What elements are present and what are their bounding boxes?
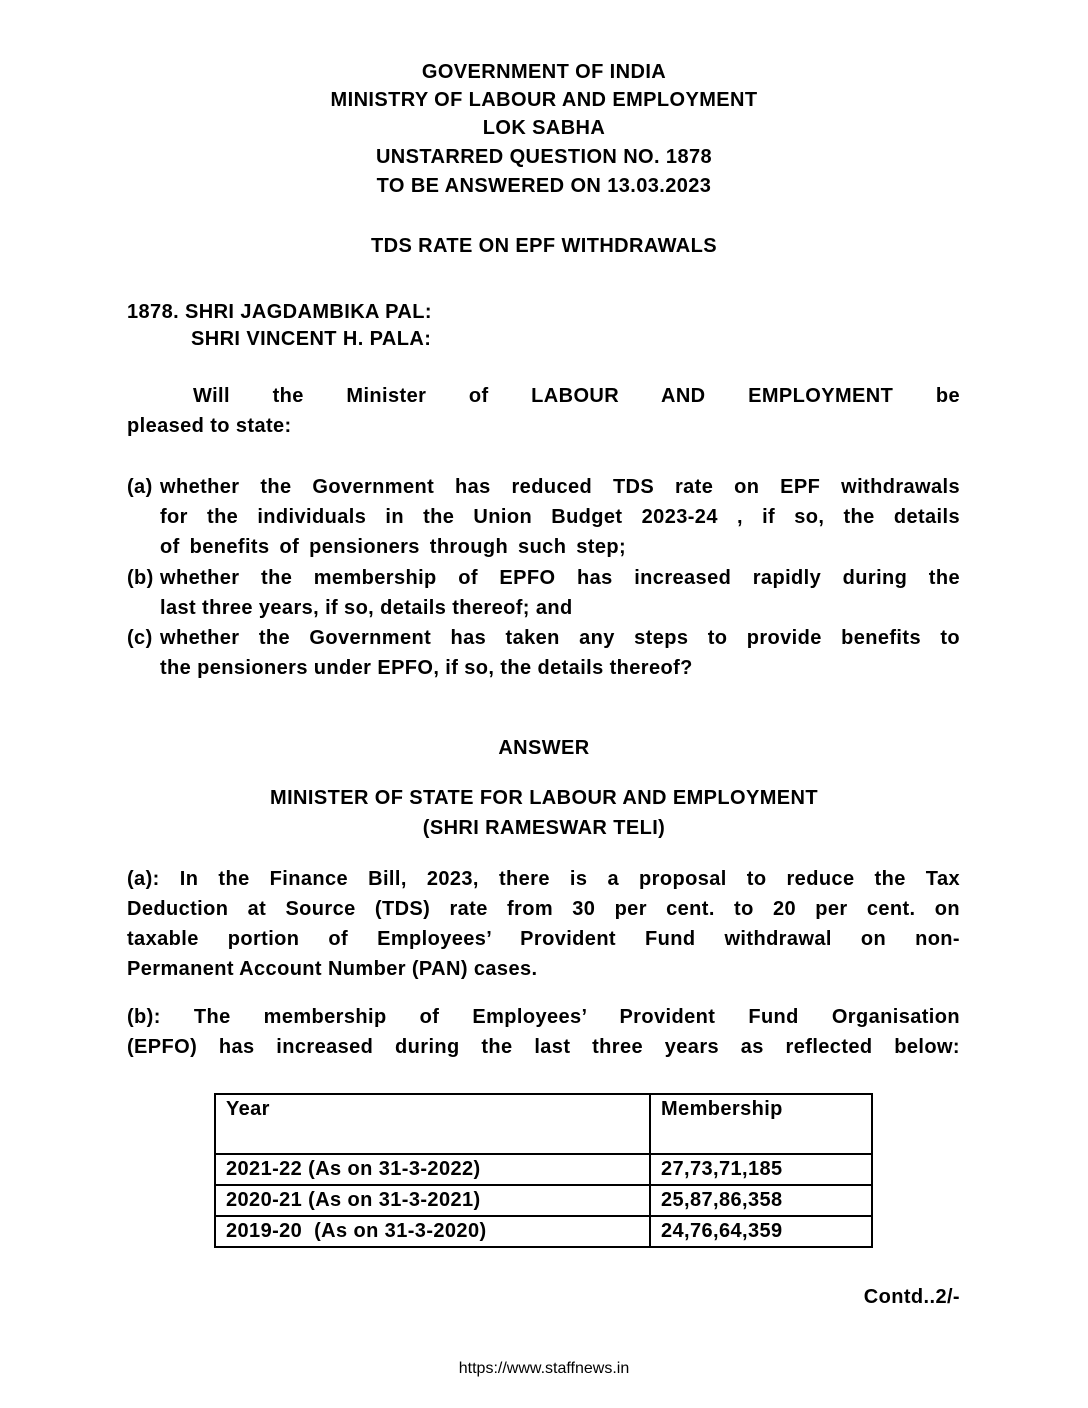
answer-line: Deduction at Source (TDS) rate from 30 per cent. to 20 per cent. on xyxy=(127,898,960,920)
header-year: Year xyxy=(215,1094,650,1154)
answer-line: taxable portion of Employees’ Provident Fund withdrawal on non- xyxy=(127,928,960,950)
table-row xyxy=(215,1216,872,1247)
cell-year: 2021-22 (As on 31-3-2022) xyxy=(215,1154,650,1185)
answer-heading: ANSWER xyxy=(498,737,590,759)
answer-b xyxy=(127,1002,960,1062)
question-item-a xyxy=(127,472,960,562)
minister-title: MINISTER OF STATE FOR LABOUR AND EMPLOYMENT xyxy=(270,787,818,809)
cell-year: 2019-20 (As on 31-3-2020) xyxy=(215,1216,650,1247)
header-line: UNSTARRED QUESTION NO. 1878 xyxy=(375,146,713,168)
header-line: TO BE ANSWERED ON 13.03.2023 xyxy=(376,175,712,197)
item-line: whether the Government has reduced TDS rate on EPF withdrawals xyxy=(160,476,960,498)
cell-membership: 24,76,64,359 xyxy=(650,1216,872,1247)
table-row xyxy=(215,1154,872,1185)
answer-a xyxy=(127,864,960,984)
footer-url[interactable]: https://www.staffnews.in xyxy=(458,1360,630,1377)
header-line: MINISTRY OF LABOUR AND EMPLOYMENT xyxy=(330,89,758,111)
item-line: the pensioners under EPFO, if so, the details thereof? xyxy=(160,657,693,679)
item-line: of benefits of pensioners through such step; xyxy=(160,536,627,558)
header-line: GOVERNMENT OF INDIA xyxy=(421,61,667,83)
table-header-row xyxy=(215,1094,872,1154)
item-line: for the individuals in the Union Budget 2023-24 , if so, the details xyxy=(160,506,960,528)
asker-1: 1878. SHRI JAGDAMBIKA PAL: xyxy=(127,301,432,323)
question-item-c xyxy=(127,623,960,683)
membership-table xyxy=(214,1093,873,1248)
subject-title: TDS RATE ON EPF WITHDRAWALS xyxy=(371,235,717,257)
answer-line: (b): The membership of Employees’ Provident Fund Organisation xyxy=(127,1006,960,1028)
item-line: whether the membership of EPFO has increased rapidly during the xyxy=(160,567,960,589)
item-label: (b) xyxy=(127,567,154,589)
cell-membership: 25,87,86,358 xyxy=(650,1185,872,1216)
table-row xyxy=(215,1185,872,1216)
question-intro: Will the Minister of LABOUR AND EMPLOYMENT be xyxy=(193,385,960,407)
item-label: (c) xyxy=(127,627,153,649)
item-line: last three years, if so, details thereof; and xyxy=(160,597,573,619)
continued-note: Contd..2/- xyxy=(863,1286,960,1308)
item-line: whether the Government has taken any steps to provide benefits to xyxy=(160,627,960,649)
question-item-b xyxy=(127,563,960,623)
answer-line: (EPFO) has increased during the last three years as reflected below: xyxy=(127,1036,960,1058)
item-label: (a) xyxy=(127,476,153,498)
cell-year: 2020-21 (As on 31-3-2021) xyxy=(215,1185,650,1216)
minister-name: (SHRI RAMESWAR TELI) xyxy=(422,817,666,839)
answer-line: Permanent Account Number (PAN) cases. xyxy=(127,958,538,980)
header-membership: Membership xyxy=(650,1094,872,1154)
question-intro-cont: pleased to state: xyxy=(127,415,292,437)
asker-2: SHRI VINCENT H. PALA: xyxy=(191,328,432,350)
header-line: LOK SABHA xyxy=(482,117,606,139)
cell-membership: 27,73,71,185 xyxy=(650,1154,872,1185)
answer-line: (a): In the Finance Bill, 2023, there is a proposal to reduce the Tax xyxy=(127,868,960,890)
